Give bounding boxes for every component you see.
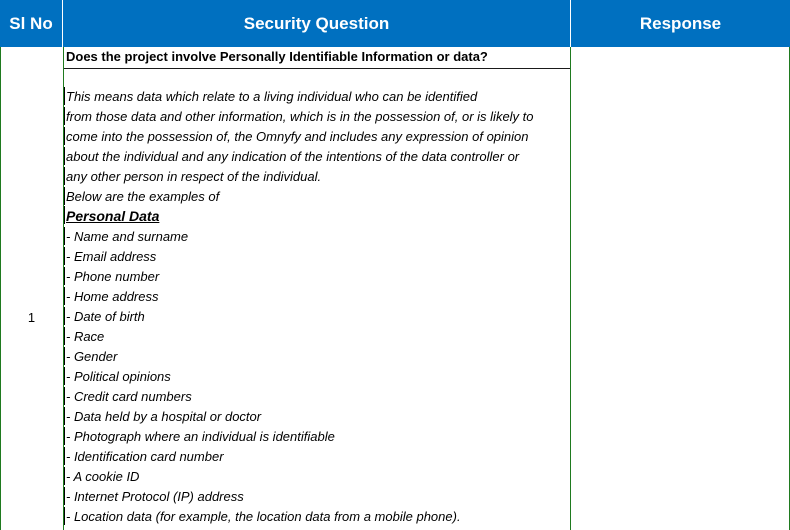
line-edge [64, 507, 65, 525]
description-line: This means data which relate to a living individual who can be identified [66, 89, 478, 104]
examples-heading: Personal Data [66, 208, 160, 224]
example-item: - Email address [66, 249, 157, 264]
example-item: - Photograph where an individual is identifiable [66, 429, 335, 444]
header-security-question[interactable]: Security Question [63, 0, 571, 47]
line-edge [64, 87, 65, 105]
example-item: - Name and surname [66, 229, 189, 244]
description-line: any other person in respect of the individual. [66, 169, 322, 184]
line-edge [64, 267, 65, 285]
header-sl-no[interactable]: Sl No [0, 0, 63, 47]
example-item: - Date of birth [66, 309, 145, 324]
line-edge [64, 467, 65, 485]
header-response[interactable]: Response [571, 0, 790, 47]
description-line: about the individual and any indication of the intentions of the data controller or [66, 149, 520, 164]
example-item: - Gender [66, 349, 118, 364]
line-edge [64, 407, 65, 425]
line-edge [64, 247, 65, 265]
line-edge [64, 187, 65, 205]
description-line: come into the possession of, the Omnyfy and includes any expression of opinion [66, 129, 529, 144]
line-edge [64, 327, 65, 345]
example-item: - Political opinions [66, 369, 171, 384]
line-edge [64, 387, 65, 405]
line-edge [64, 487, 65, 505]
example-item: - Phone number [66, 269, 160, 284]
line-edge [64, 447, 65, 465]
line-edge [64, 307, 65, 325]
line-edge [64, 107, 65, 125]
line-edge [64, 127, 65, 145]
example-item: - Data held by a hospital or doctor [66, 409, 262, 424]
example-item: - Internet Protocol (IP) address [66, 489, 244, 504]
example-item: - Race [66, 329, 105, 344]
question-title: Does the project involve Personally Identifiable Information or data? [66, 49, 488, 64]
line-edge [64, 367, 65, 385]
row-sl-number[interactable]: 1 [27, 310, 36, 325]
description-line: from those data and other information, which is in the possession of, or is likely to [66, 109, 534, 124]
example-item: - Home address [66, 289, 159, 304]
line-edge [64, 287, 65, 305]
line-edge [64, 167, 65, 185]
line-edge [64, 427, 65, 445]
title-underline [64, 68, 570, 69]
example-item: - Identification card number [66, 449, 224, 464]
line-edge [64, 347, 65, 365]
line-edge [64, 227, 65, 245]
line-edge [64, 206, 65, 224]
example-item: - Credit card numbers [66, 389, 192, 404]
description-line: Below are the examples of [66, 189, 220, 204]
example-item: - A cookie ID [66, 469, 140, 484]
column-border-left [0, 47, 1, 530]
example-item: - Location data (for example, the location data from a mobile phone). [66, 509, 461, 524]
line-edge [64, 147, 65, 165]
response-cell[interactable] [571, 48, 789, 530]
